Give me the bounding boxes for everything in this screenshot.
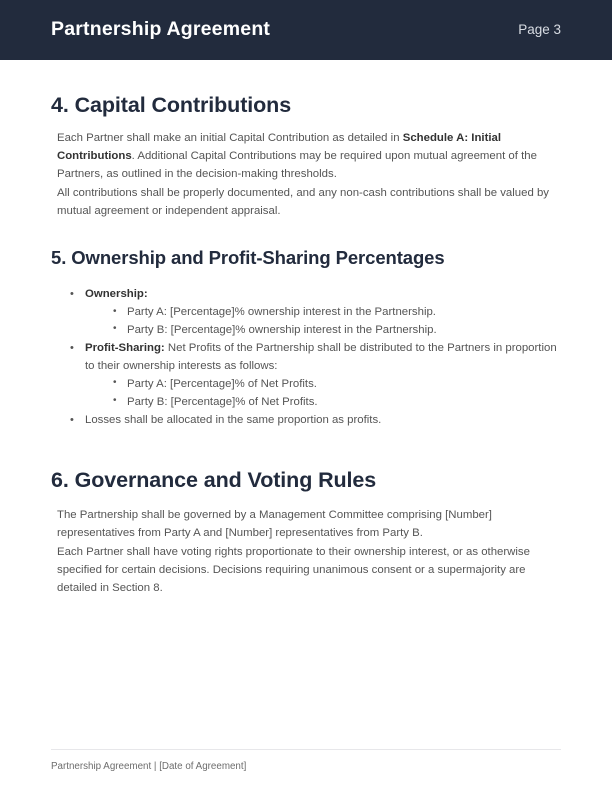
capital-paragraph-1	[51, 130, 561, 183]
schedule-a-reference: Schedule A: Initial Contributions	[57, 132, 502, 162]
profit-sharing-text: Net Profits of the Partnership shall be distributed to the Partners in proportion to their ownership interests as follows:	[85, 342, 557, 373]
governance-paragraph-1: The Partnership shall be governed by a Management Committee comprising [Number] representatives from Party A and [Number] representatives from Party B.	[57, 509, 492, 539]
profit-sharing-label: Profit-Sharing:	[85, 342, 165, 355]
capital-para1-text-a: Each Partner shall make an initial Capital Contribution as detailed in	[57, 132, 403, 145]
ownership-label: Ownership:	[85, 288, 148, 301]
section-heading-4: 4. Capital Contributions	[51, 93, 292, 117]
list-item-profit-party-a: • Party A: [Percentage]% of Net Profits.	[113, 376, 561, 394]
section-heading-5: 5. Ownership and Profit-Sharing Percentages	[51, 246, 445, 268]
page-footer	[51, 749, 561, 774]
list-item-profit-party-b: • Party B: [Percentage]% of Net Profits.	[113, 394, 561, 412]
document-content	[0, 60, 612, 597]
footer-text: Partnership Agreement | [Date of Agreement]	[51, 761, 247, 773]
ownership-sublist	[85, 304, 561, 339]
capital-paragraph-2: All contributions shall be properly documented, and any non-cash contributions shall be valued by mutual agreement or independent appraisal.	[57, 187, 549, 217]
section-capital-contributions	[51, 60, 561, 221]
list-item-ownership	[69, 286, 561, 339]
section-ownership-profit-sharing	[51, 221, 561, 430]
page-header	[0, 0, 612, 60]
footer-divider	[51, 749, 561, 750]
capital-para1-text-b: . Additional Capital Contributions may be required upon mutual agreement of the Partners, as outlined in the decision-making thresholds.	[57, 149, 537, 180]
governance-paragraph-2: Each Partner shall have voting rights proportionate to their ownership interest, or as otherwise specified for certain decisions. Decisions requiring unanimous consent or a supermajority are detailed in Section 8.	[57, 546, 530, 594]
profit-sharing-sublist	[85, 376, 561, 411]
list-item-ownership-party-b: • Party B: [Percentage]% ownership interest in the Partnership.	[113, 322, 561, 340]
page-number: Page 3	[518, 22, 561, 38]
list-item-ownership-party-a: • Party A: [Percentage]% ownership interest in the Partnership.	[113, 304, 561, 322]
section-governance-voting	[51, 431, 561, 598]
list-item-profit-sharing	[69, 340, 561, 411]
document-title: Partnership Agreement	[51, 18, 271, 41]
section-heading-6: 6. Governance and Voting Rules	[51, 467, 377, 492]
ownership-list	[51, 286, 561, 429]
list-item-losses: • Losses shall be allocated in the same proportion as profits.	[69, 412, 561, 430]
